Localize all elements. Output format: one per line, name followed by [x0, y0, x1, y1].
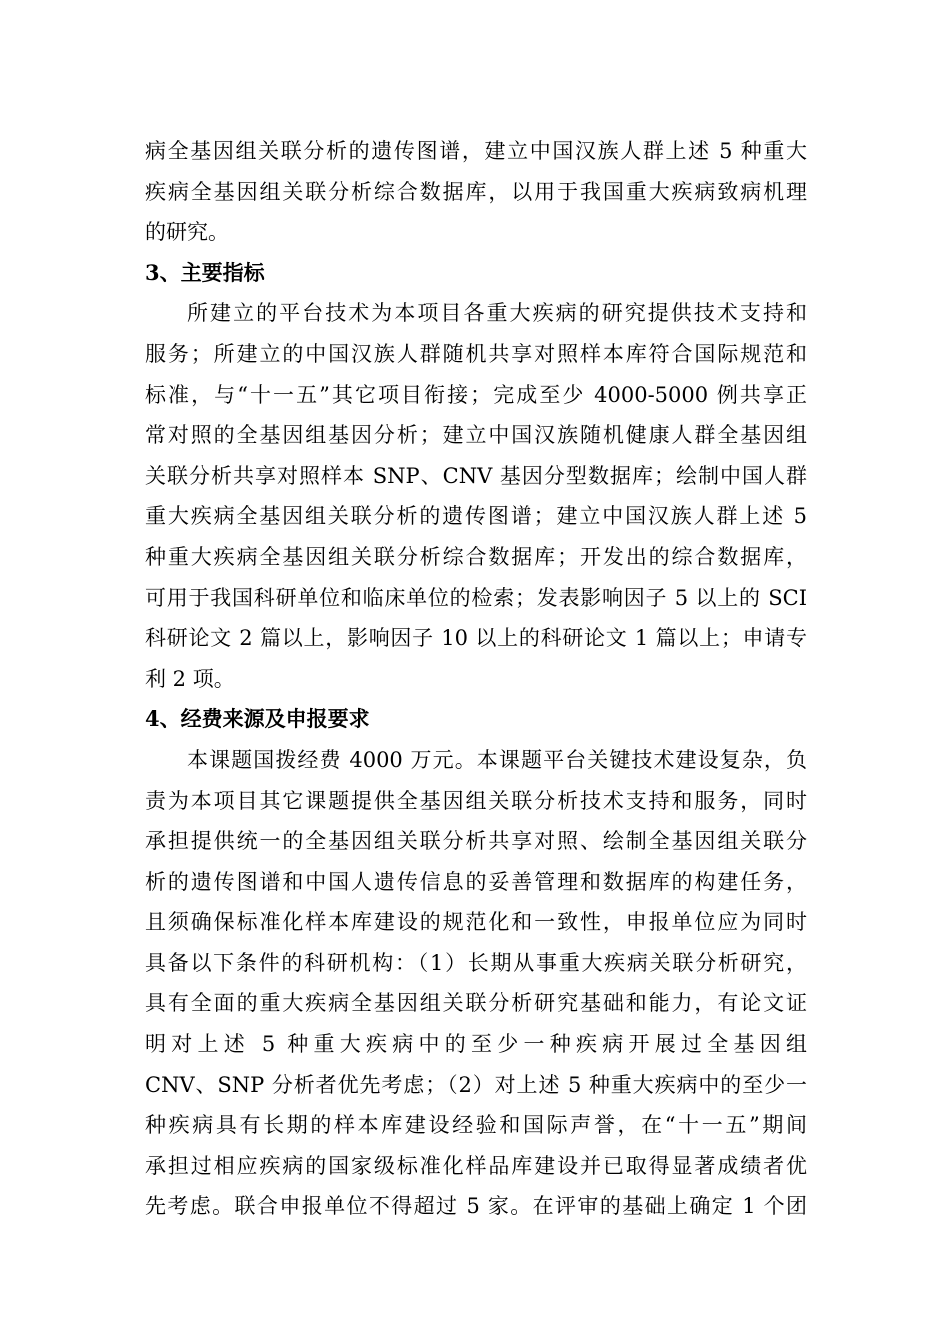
section-4-line-3: 承担提供统一的全基因组关联分析共享对照、绘制全基因组关联分 [145, 829, 807, 854]
section-3-line-7: 种重大疾病全基因组关联分析综合数据库；开发出的综合数据库， [145, 544, 807, 569]
intro-line-3: 的研究。 [145, 220, 229, 245]
section-4-line-4: 析的遗传图谱和中国人遗传信息的妥善管理和数据库的构建任务， [145, 869, 807, 894]
section-3-heading: 3、主要指标 [145, 259, 265, 285]
section-4-paragraph [145, 740, 807, 1227]
intro-paragraph [145, 131, 807, 253]
section-3-line-4: 常对照的全基因组基因分析；建立中国汉族随机健康人群全基因组 [145, 423, 807, 448]
section-4-line-10: 种疾病具有长期的样本库建设经验和国际声誉，在“十一五”期间 [145, 1113, 807, 1138]
section-3-line-1: 所建立的平台技术为本项目各重大疾病的研究提供技术支持和 [187, 301, 807, 326]
section-3-line-6: 重大疾病全基因组关联分析的遗传图谱；建立中国汉族人群上述 5 [145, 504, 807, 529]
document-page [145, 131, 807, 1227]
section-4-line-5: 且须确保标准化样本库建设的规范化和一致性，申报单位应为同时 [145, 910, 807, 935]
section-4-line-6: 具备以下条件的科研机构：（1）长期从事重大疾病关联分析研究， [145, 950, 807, 975]
section-4-line-7: 具有全面的重大疾病全基因组关联分析研究基础和能力，有论文证 [145, 991, 807, 1016]
section-3-paragraph [145, 293, 807, 699]
section-4-line-8: 明对上述 5 种重大疾病中的至少一种疾病开展过全基因组 [145, 1032, 807, 1057]
section-4-line-1: 本课题国拨经费 4000 万元。本课题平台关键技术建设复杂，负 [187, 747, 807, 772]
section-3-line-10: 利 2 项。 [145, 666, 235, 691]
section-3-line-3: 标准，与“十一五”其它项目衔接；完成至少 4000-5000 例共享正 [145, 382, 807, 407]
section-3-line-2: 服务；所建立的中国汉族人群随机共享对照样本库符合国际规范和 [145, 341, 807, 366]
section-4-line-11: 承担过相应疾病的国家级标准化样品库建设并已取得显著成绩者优 [145, 1153, 807, 1178]
section-4-line-12: 先考虑。联合申报单位不得超过 5 家。在评审的基础上确定 1 个团 [145, 1194, 807, 1219]
section-4-heading: 4、经费来源及申报要求 [145, 706, 370, 732]
intro-line-1: 病全基因组关联分析的遗传图谱，建立中国汉族人群上述 5 种重大 [145, 139, 807, 163]
section-3-line-5: 关联分析共享对照样本 SNP、CNV 基因分型数据库；绘制中国人群 [145, 463, 807, 488]
section-4-line-2: 责为本项目其它课题提供全基因组关联分析技术支持和服务，同时 [145, 788, 807, 813]
section-3-line-8: 可用于我国科研单位和临床单位的检索；发表影响因子 5 以上的 SCI [145, 585, 807, 610]
section-4-line-9: CNV、SNP 分析者优先考虑；（2）对上述 5 种重大疾病中的至少一 [145, 1072, 807, 1097]
intro-line-2: 疾病全基因组关联分析综合数据库，以用于我国重大疾病致病机理 [145, 179, 807, 204]
section-3-line-9: 科研论文 2 篇以上，影响因子 10 以上的科研论文 1 篇以上；申请专 [145, 626, 807, 651]
